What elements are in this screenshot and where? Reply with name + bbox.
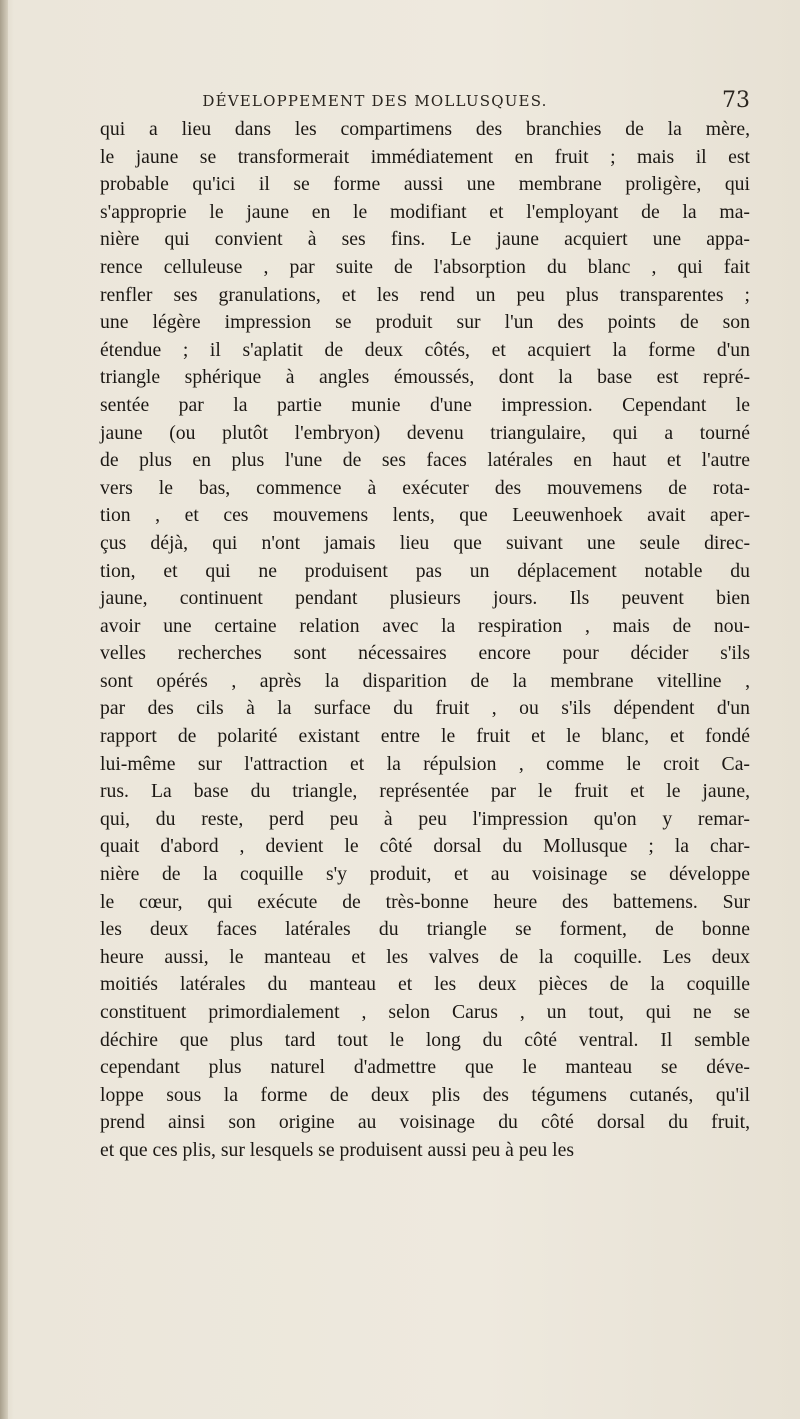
text-line: tion, et qui ne produisent pas un déplacement notable du [100,559,750,582]
text-line: constituent primordialement , selon Carus , un tout, qui ne se [100,1001,750,1023]
text-line: de plus en plus l'une de ses faces latérales en haut et l'autre [100,449,750,472]
text-line: sentée par la partie munie d'une impression. Cependant le [100,393,750,416]
running-title: DÉVELOPPEMENT DES MOLLUSQUES. [202,92,548,110]
text-line: avoir une certaine relation avec la respiration , mais de nou- [100,614,750,637]
text-line: triangle sphérique à angles émoussés, dont la base est repré- [100,366,750,389]
text-line: çus déjà, qui n'ont jamais lieu que suivant une seule direc- [100,531,750,554]
text-line: nière de la coquille s'y produit, et au voisinage se développe [100,863,750,886]
page-header [100,88,750,116]
text-line: cependant plus naturel d'admettre que le manteau se déve- [100,1056,750,1079]
text-line: renfler ses granulations, et les rend un peu plus transparentes ; [100,283,750,306]
text-line: tion , et ces mouvemens lents, que Leeuwenhoek avait aper- [100,504,750,527]
text-line: lui-même sur l'attraction et la répulsion , comme le croit Ca- [100,752,750,775]
text-line: quait d'abord , devient le côté dorsal du Mollusque ; la char- [100,835,750,858]
page-number: 73 [722,88,750,113]
text-line: rus. La base du triangle, représentée par le fruit et le jaune, [100,780,750,803]
text-line: par des cils à la surface du fruit , ou s'ils dépendent d'un [100,697,750,720]
body-text [100,116,750,1165]
text-line: sont opérés , après la disparition de la membrane vitelline , [100,669,750,692]
text-line: heure aussi, le manteau et les valves de la coquille. Les deux [100,945,750,968]
text-line: qui a lieu dans les compartimens des branchies de la mère, [100,118,750,140]
text-line: rapport de polarité existant entre le fruit et le blanc, et fondé [100,725,750,748]
text-line: le cœur, qui exécute de très-bonne heure des battemens. Sur [100,890,750,913]
page-gutter [0,0,8,1419]
text-line: une légère impression se produit sur l'un des points de son [100,311,750,334]
text-line: probable qu'ici il se forme aussi une membrane proligère, qui [100,173,750,196]
text-line: velles recherches sont nécessaires encore pour décider s'ils [100,642,750,665]
text-line: jaune (ou plutôt l'embryon) devenu triangulaire, qui a tourné [100,421,750,444]
text-line: déchire que plus tard tout le long du côté ventral. Il semble [100,1028,750,1051]
text-line: et que ces plis, sur lesquels se produisent aussi peu à peu les [100,1138,575,1161]
text-line: les deux faces latérales du triangle se forment, de bonne [100,918,750,941]
text-line: moitiés latérales du manteau et les deux pièces de la coquille [100,973,750,996]
text-line: vers le bas, commence à exécuter des mouvemens de rota- [100,476,750,499]
text-line: rence celluleuse , par suite de l'absorption du blanc , qui fait [100,255,750,278]
text-line: étendue ; il s'aplatit de deux côtés, et acquiert la forme d'un [100,338,750,361]
text-line: nière qui convient à ses fins. Le jaune acquiert une appa- [100,228,750,251]
text-line: s'approprie le jaune en le modifiant et l'employant de la ma- [100,200,750,223]
text-line: qui, du reste, perd peu à peu l'impression qu'on y remar- [100,807,750,830]
text-line: le jaune se transformerait immédiatement en fruit ; mais il est [100,145,750,168]
text-line: jaune, continuent pendant plusieurs jours. Ils peuvent bien [100,587,750,610]
text-line: loppe sous la forme de deux plis des tégumens cutanés, qu'il [100,1083,750,1106]
text-line: prend ainsi son origine au voisinage du côté dorsal du fruit, [100,1111,750,1134]
